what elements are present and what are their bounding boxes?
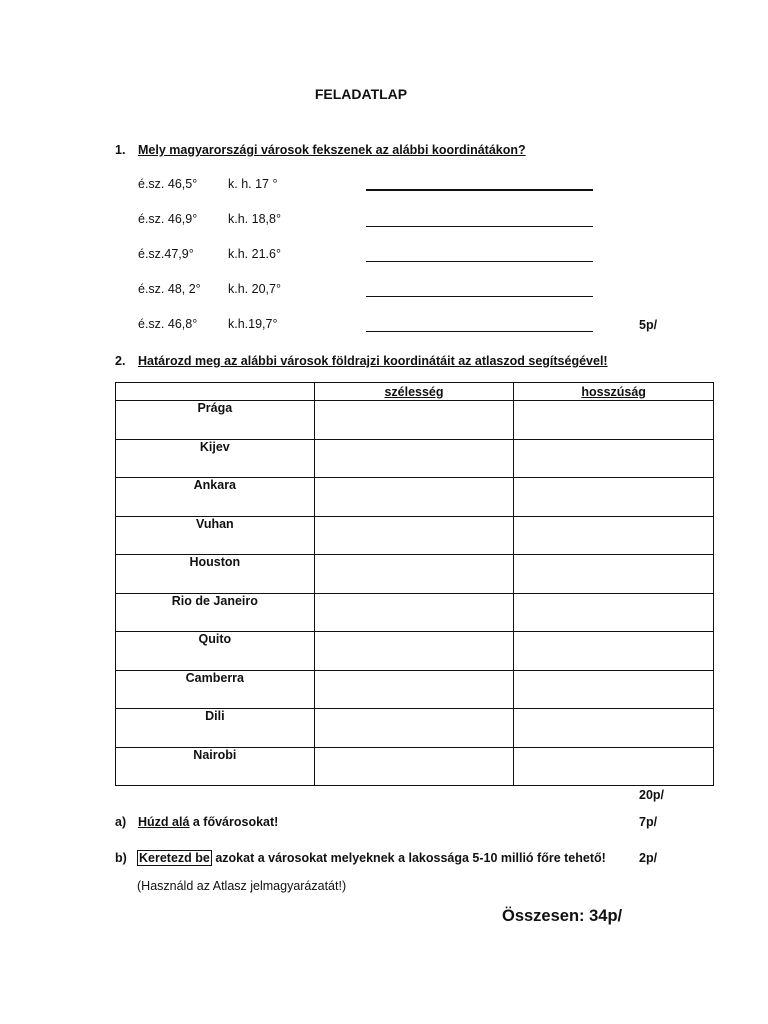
city-name: Nairobi — [116, 747, 315, 786]
question-2-points: 20p/ — [639, 788, 665, 802]
table-row — [116, 709, 714, 748]
longitude-cell[interactable] — [514, 478, 714, 517]
latitude-cell[interactable] — [314, 401, 514, 440]
coordinate-row — [0, 317, 768, 335]
question-1-number: 1. — [115, 143, 126, 157]
city-name: Prága — [116, 401, 315, 440]
table-row — [116, 670, 714, 709]
worksheet-title: FELADATLAP — [314, 86, 408, 102]
table-header-row — [116, 383, 714, 401]
city-name: Kijev — [116, 439, 315, 478]
longitude-text: k.h. 18,8° — [228, 212, 281, 226]
longitude-text: k.h. 21.6° — [228, 247, 281, 261]
latitude-cell[interactable] — [314, 439, 514, 478]
task-b-boxed-text: Keretezd be — [139, 851, 210, 865]
table-row — [116, 516, 714, 555]
header-city — [116, 383, 315, 401]
longitude-text: k. h. 17 ° — [228, 177, 278, 191]
city-name: Vuhan — [116, 516, 315, 555]
answer-line[interactable] — [366, 296, 593, 297]
table-row — [116, 555, 714, 594]
task-b-label: b) — [115, 851, 127, 865]
task-b — [0, 851, 768, 867]
latitude-text: é.sz. 46,5° — [138, 177, 198, 191]
task-a — [0, 815, 768, 831]
answer-line[interactable] — [366, 226, 593, 227]
question-1 — [0, 143, 768, 159]
table-row — [116, 593, 714, 632]
city-name: Houston — [116, 555, 315, 594]
longitude-text: k.h.19,7° — [228, 317, 278, 331]
task-a-rest-text: a fővárosokat! — [189, 815, 279, 829]
longitude-cell[interactable] — [514, 555, 714, 594]
longitude-cell[interactable] — [514, 632, 714, 671]
coordinate-row — [0, 212, 768, 230]
latitude-cell[interactable] — [314, 593, 514, 632]
question-2-text: Határozd meg az alábbi városok földrajzi koordinátáit az atlaszod segítségével! — [138, 354, 608, 368]
latitude-cell[interactable] — [314, 632, 514, 671]
answer-line[interactable] — [366, 331, 593, 332]
task-b-text — [137, 851, 606, 865]
header-latitude: szélesség — [314, 383, 514, 401]
city-coordinates-table — [115, 382, 714, 786]
latitude-cell[interactable] — [314, 516, 514, 555]
city-name: Quito — [116, 632, 315, 671]
longitude-text: k.h. 20,7° — [228, 282, 281, 296]
task-a-label: a) — [115, 815, 127, 829]
task-b-points: 2p/ — [639, 851, 658, 865]
latitude-text: é.sz. 46,9° — [138, 212, 198, 226]
answer-line[interactable] — [366, 189, 593, 191]
longitude-cell[interactable] — [514, 516, 714, 555]
question-1-text: Mely magyarországi városok fekszenek az alábbi koordinátákon? — [138, 143, 526, 157]
task-a-underlined-text: Húzd alá — [138, 815, 190, 829]
task-a-text — [138, 815, 278, 829]
question-1-points: 5p/ — [639, 318, 658, 332]
longitude-cell[interactable] — [514, 439, 714, 478]
total-score: Összesen: 34p/ — [502, 907, 623, 925]
header-longitude: hosszúság — [514, 383, 714, 401]
latitude-text: é.sz. 48, 2° — [138, 282, 201, 296]
latitude-cell[interactable] — [314, 747, 514, 786]
question-2-number: 2. — [115, 354, 126, 368]
coordinate-row — [0, 247, 768, 265]
longitude-cell[interactable] — [514, 401, 714, 440]
city-name: Rio de Janeiro — [116, 593, 315, 632]
city-name: Camberra — [116, 670, 315, 709]
table-row — [116, 401, 714, 440]
table-row — [116, 478, 714, 517]
longitude-cell[interactable] — [514, 670, 714, 709]
latitude-cell[interactable] — [314, 670, 514, 709]
latitude-text: é.sz. 46,8° — [138, 317, 198, 331]
table-row — [116, 439, 714, 478]
coordinate-row — [0, 282, 768, 300]
city-name: Ankara — [116, 478, 315, 517]
city-name: Dili — [116, 709, 315, 748]
latitude-cell[interactable] — [314, 709, 514, 748]
latitude-cell[interactable] — [314, 478, 514, 517]
task-a-points: 7p/ — [639, 815, 658, 829]
longitude-cell[interactable] — [514, 747, 714, 786]
coordinate-row — [0, 177, 768, 195]
table-row — [116, 632, 714, 671]
latitude-text: é.sz.47,9° — [138, 247, 194, 261]
task-b-rest-text: azokat a városokat melyeknek a lakossága 5-10 millió főre tehető! — [211, 851, 606, 865]
longitude-cell[interactable] — [514, 709, 714, 748]
latitude-cell[interactable] — [314, 555, 514, 594]
question-2 — [0, 354, 768, 370]
task-b-note: (Használd az Atlasz jelmagyarázatát!) — [137, 879, 347, 893]
table-row — [116, 747, 714, 786]
answer-line[interactable] — [366, 261, 593, 262]
longitude-cell[interactable] — [514, 593, 714, 632]
